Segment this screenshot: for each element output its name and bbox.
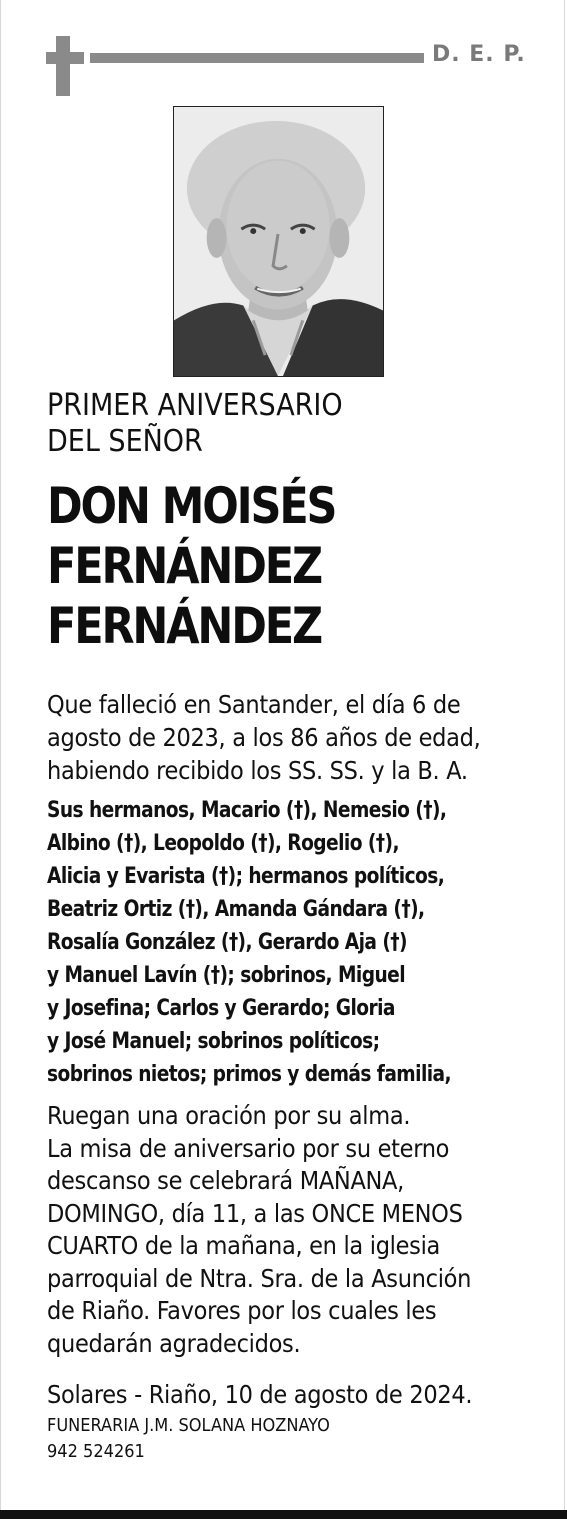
funeral-home-name: FUNERARIA J.M. SOLANA HOZNAYO [47,1415,330,1436]
mass-line: de Riaño. Favores por los cuales les [47,1296,437,1325]
family-line: Sus hermanos, Macario (†), Nemesio (†), [47,798,447,823]
header-rule [90,53,424,63]
deceased-name-line: FERNÁNDEZ [47,597,322,655]
family-line: y Josefina; Carlos y Gerardo; Gloria [47,996,395,1021]
family-line: Alicia y Evarista (†); hermanos políticos, [47,864,445,889]
death-details [47,688,557,787]
honorific-line: DEL SEÑOR [47,424,203,459]
family-line: y José Manuel; sobrinos políticos; [47,1029,380,1054]
mass-line: La misa de aniversario por su eterno [47,1133,450,1163]
anniversary-heading [47,388,547,460]
family-line: Albino (†), Leopoldo (†), Rogelio (†), [47,831,399,856]
mass-line: quedarán agradecidos. [47,1328,301,1358]
place-date: Solares - Riaño, 10 de agosto de 2024. [47,1380,473,1409]
cross-icon-arm [46,52,84,64]
family-line: Rosalía González (†), Gerardo Aja (†) [47,930,407,955]
mass-line: Ruegan una oración por su alma. [47,1101,411,1130]
mass-line: DOMINGO, día 11, a las ONCE MENOS [47,1198,463,1228]
obituary-header [0,0,567,100]
details-line: agosto de 2023, a los 86 años de edad, [47,723,481,752]
family-line: y Manuel Lavín (†); sobrinos, Miguel [47,963,406,988]
dep-label: D. E. P. [432,42,526,67]
details-line: habiendo recibido los SS. SS. y la B. A. [47,756,468,785]
cross-icon [56,36,70,96]
mass-line: CUARTO de la mañana, en la iglesia [47,1231,441,1260]
portrait-image [174,107,383,376]
portrait-photo [173,106,384,377]
funeral-home-phone: 942 524261 [47,1441,145,1462]
family-list [47,794,536,1091]
deceased-name-line: FERNÁNDEZ [47,537,322,595]
details-line: Que falleció en Santander, el día 6 de [47,690,461,719]
family-line: Beatriz Ortiz (†), Amanda Gándara (†), [47,897,425,922]
family-line: sobrinos nietos; primos y demás familia, [47,1062,452,1087]
mass-line: descanso se celebrará MAÑANA, [47,1166,404,1195]
bottom-border [0,1510,567,1519]
funeral-home-block [47,1413,557,1465]
anniversary-line: PRIMER ANIVERSARIO [47,388,343,423]
mass-announcement [47,1100,557,1360]
deceased-name-line: DON MOISÉS [47,477,336,535]
deceased-name [47,476,486,656]
mass-line: parroquial de Ntra. Sra. de la Asunción [47,1263,472,1293]
